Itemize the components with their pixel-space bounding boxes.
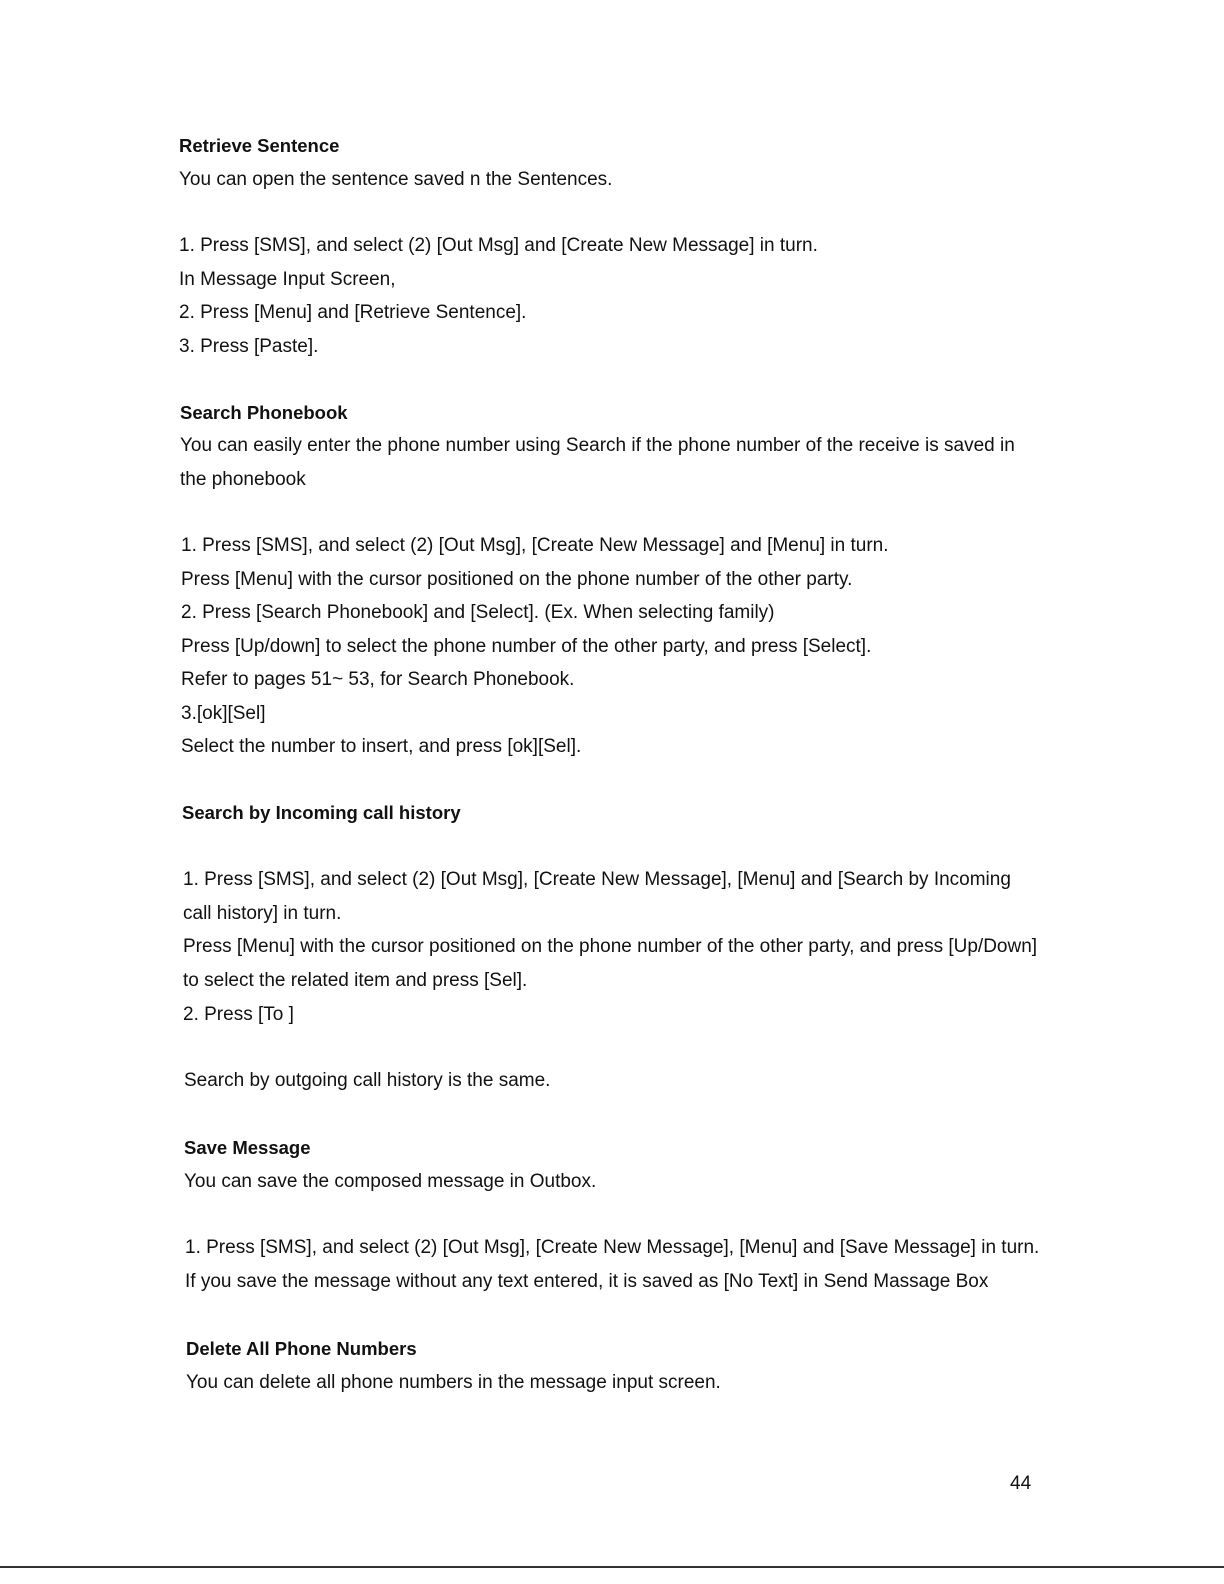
search-phonebook-step-1: 1. Press [SMS], and select (2) [Out Msg], [Create New Message] and [Menu] in turn. bbox=[181, 535, 889, 556]
retrieve-sentence-step-1: 1. Press [SMS], and select (2) [Out Msg] and [Create New Message] in turn. bbox=[179, 235, 818, 256]
search-phonebook-note-1: Press [Menu] with the cursor positioned on the phone number of the other party. bbox=[181, 569, 853, 590]
page-number: 44 bbox=[1010, 1473, 1032, 1494]
search-incoming-note-1-line-1: Press [Menu] with the cursor positioned on the phone number of the other party, and press [Up/Down] bbox=[183, 936, 1038, 957]
search-incoming-note-2: Search by outgoing call history is the same. bbox=[184, 1070, 551, 1091]
retrieve-sentence-note-1: In Message Input Screen, bbox=[179, 269, 396, 290]
section-heading-delete-numbers: Delete All Phone Numbers bbox=[186, 1338, 417, 1359]
search-phonebook-note-3: Refer to pages 51~ 53, for Search Phonebook. bbox=[181, 669, 575, 690]
save-message-step-1: 1. Press [SMS], and select (2) [Out Msg], [Create New Message], [Menu] and [Save Message] in turn. bbox=[185, 1237, 1040, 1258]
search-incoming-note-1-line-2: to select the related item and press [Sel]. bbox=[183, 970, 528, 991]
retrieve-sentence-step-3: 3. Press [Paste]. bbox=[179, 336, 319, 357]
section-heading-search-incoming: Search by Incoming call history bbox=[182, 802, 461, 823]
section-heading-save-message: Save Message bbox=[184, 1137, 311, 1158]
section-heading-retrieve-sentence: Retrieve Sentence bbox=[179, 135, 340, 156]
save-message-intro: You can save the composed message in Outbox. bbox=[184, 1171, 597, 1192]
delete-numbers-intro: You can delete all phone numbers in the message input screen. bbox=[186, 1372, 721, 1393]
search-phonebook-step-2: 2. Press [Search Phonebook] and [Select]. (Ex. When selecting family) bbox=[181, 602, 775, 623]
search-incoming-step-1-line-2: call history] in turn. bbox=[183, 903, 342, 924]
save-message-note-1: If you save the message without any text entered, it is saved as [No Text] in Send Massage Box bbox=[185, 1271, 989, 1292]
search-phonebook-intro-line-1: You can easily enter the phone number using Search if the phone number of the receive is saved in bbox=[180, 435, 1015, 456]
search-incoming-step-2: 2. Press [To ] bbox=[183, 1004, 294, 1025]
search-incoming-step-1-line-1: 1. Press [SMS], and select (2) [Out Msg], [Create New Message], [Menu] and [Search by Incoming bbox=[183, 869, 1011, 890]
search-phonebook-note-2: Press [Up/down] to select the phone number of the other party, and press [Select]. bbox=[181, 636, 872, 657]
section-heading-search-phonebook: Search Phonebook bbox=[180, 402, 348, 423]
search-phonebook-note-4: Select the number to insert, and press [ok][Sel]. bbox=[181, 736, 582, 757]
retrieve-sentence-intro: You can open the sentence saved n the Sentences. bbox=[179, 169, 613, 190]
retrieve-sentence-step-2: 2. Press [Menu] and [Retrieve Sentence]. bbox=[179, 302, 527, 323]
search-phonebook-intro-line-2: the phonebook bbox=[180, 469, 306, 490]
page-bottom-rule bbox=[0, 1566, 1224, 1568]
search-phonebook-step-3: 3.[ok][Sel] bbox=[181, 703, 266, 724]
